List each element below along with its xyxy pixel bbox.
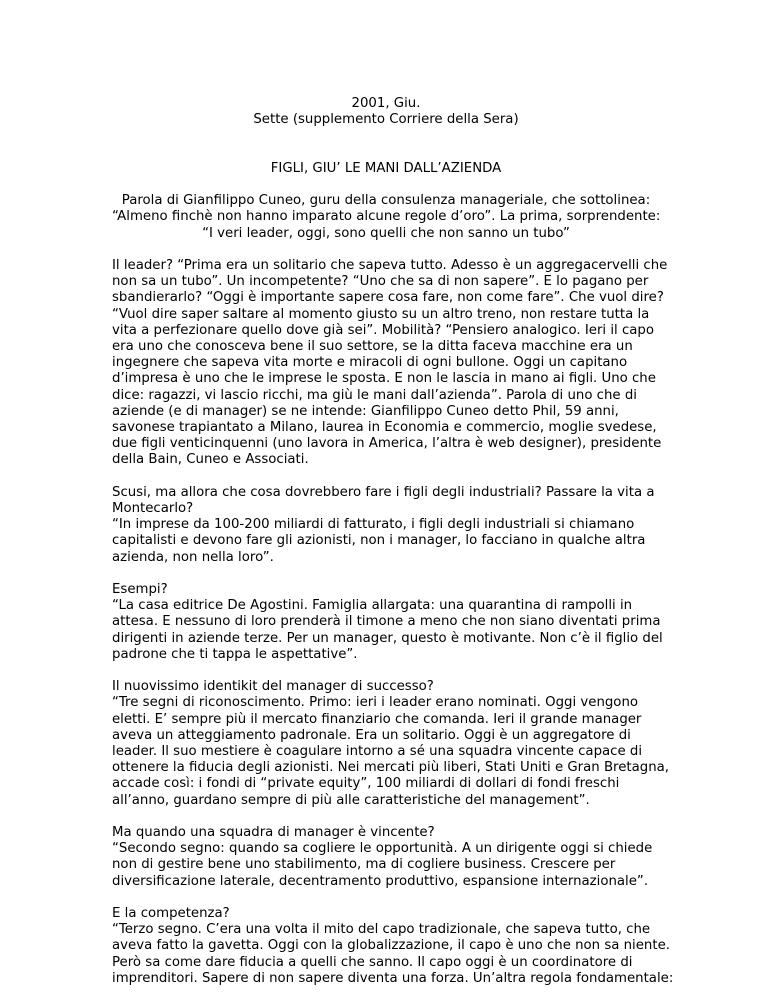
intro-line: “I veri leader, oggi, sono quelli che non sanno un tubo” — [202, 225, 570, 241]
paragraph-line: d’impresa è uno che le imprese le sposta. E non le lascia in mano ai figli. Uno che — [112, 371, 656, 387]
paragraph-line: sbandierarlo? “Oggi è importante sapere cosa fare, non come fare”. Che vuol dire? — [112, 290, 664, 306]
paragraph-line: non sa un tubo”. Un incompetente? “Uno che sa di non sapere”. E lo pagano per — [112, 274, 649, 290]
paragraph-line: della Bain, Cuneo e Associati. — [112, 452, 309, 468]
source-line: Sette (supplemento Corriere della Sera) — [253, 112, 519, 128]
paragraph-line: “In imprese da 100-200 miliardi di fatturato, i figli degli industriali si chiamano — [112, 517, 635, 533]
paragraph-line: non di gestire bene uno stabilimento, ma di cogliere business. Crescere per — [112, 857, 616, 873]
paragraph-line: era uno che conosceva bene il suo settore, se la ditta faceva macchine era un — [112, 338, 633, 354]
paragraph-line: Esempi? — [112, 582, 168, 597]
paragraph-5 — [112, 825, 660, 890]
intro-line: Parola di Gianfilippo Cuneo, guru della consulenza manageriale, che sottolinea: — [121, 193, 651, 209]
paragraph-3 — [112, 582, 663, 663]
intro-line: “Almeno finchè non hanno imparato alcune regole d’oro”. La prima, sorprendente: — [112, 209, 661, 225]
paragraph-line: Ma quando una squadra di manager è vincente? — [112, 825, 435, 841]
paragraph-line: vita a perfezionare quello dove già sei”. Mobilità? “Pensiero analogico. Ieri il capo — [112, 322, 654, 338]
paragraph-line: “Terzo segno. C’era una volta il mito del capo tradizionale, che sapeva tutto, che — [112, 922, 651, 938]
paragraph-line: imprenditori. Sapere di non sapere diventa una forza. Un’altra regola fondamentale: — [112, 970, 674, 986]
paragraph-line: eletti. E’ sempre più il mercato finanziario che comanda. Ieri il grande manager — [112, 711, 642, 727]
paragraph-2 — [112, 485, 660, 566]
paragraph-1 — [112, 257, 668, 469]
paragraph-line: E la competenza? — [112, 906, 230, 922]
document-page — [112, 96, 674, 987]
paragraph-line: “Vuol dire saper saltare al momento giusto su un altro treno, non restare tutta la — [112, 306, 650, 322]
paragraph-line: capitalisti e devono fare gli azionisti, non i manager, lo facciano in qualche altra — [112, 533, 646, 549]
paragraph-line: Però sa come dare fiducia a quelli che sanno. Il capo oggi è un coordinatore di — [112, 954, 633, 970]
paragraph-line: due figli venticinquenni (uno lavora in America, l’altra è web designer), presidente — [112, 436, 662, 452]
paragraph-line: Scusi, ma allora che cosa dovrebbero fare i figli degli industriali? Passare la vita a — [112, 484, 655, 500]
paragraph-line: Montecarlo? — [112, 501, 194, 516]
paragraph-line: ottenere la fiducia degli azionisti. Nei mercati più liberi, Stati Uniti e Gran Bretagna, — [112, 760, 670, 776]
paragraph-line: azienda, non nella loro”. — [112, 549, 274, 565]
paragraph-line: ingegnere che sapeva vita morte e miracoli di ogni bullone. Oggi un capitano — [112, 355, 628, 371]
paragraph-line: “La casa editrice De Agostini. Famiglia allargata: una quarantina di rampolli in — [112, 598, 633, 614]
paragraph-line: aziende (e di manager) se ne intende: Gianfilippo Cuneo detto Phil, 59 anni, — [112, 403, 619, 419]
paragraph-line: savonese trapiantato a Milano, laurea in Economia e commercio, moglie svedese, — [112, 420, 657, 435]
paragraph-line: accade così: i fondi di “private equity”, 100 miliardi di dollari di fondi freschi — [112, 776, 620, 792]
paragraph-line: attesa. E nessuno di loro prenderà il timone a meno che non siano diventati prima — [112, 614, 661, 630]
paragraph-line: all’anno, guardano sempre di più alle caratteristiche del management”. — [112, 792, 590, 808]
paragraph-line: dirigenti in aziende terze. Per un manager, questo è motivante. Non c’è il figlio del — [112, 630, 663, 646]
paragraph-4 — [112, 679, 670, 809]
intro-paragraph — [112, 193, 660, 242]
paragraph-line: Il leader? “Prima era un solitario che sapeva tutto. Adesso è un aggregacervelli che — [112, 257, 668, 273]
paragraph-line: aveva un atteggiamento padronale. Era un solitario. Oggi è un aggregatore di — [112, 727, 631, 743]
paragraph-line: “Tre segni di riconoscimento. Primo: ieri i leader erano nominati. Oggi vengono — [112, 695, 639, 711]
paragraph-line: leader. Il suo mestiere è coagulare intorno a sé una squadra vincente capace di — [112, 744, 643, 760]
document-header — [112, 96, 660, 193]
date-line: 2001, Giu. — [351, 96, 421, 111]
article-title: FIGLI, GIU’ LE MANI DALL’AZIENDA — [270, 160, 502, 176]
paragraph-line: diversificazione laterale, decentramento produttivo, espansione internazionale”. — [112, 873, 649, 889]
paragraph-6 — [112, 906, 674, 987]
paragraph-line: Il nuovissimo identikit del manager di successo? — [112, 679, 434, 695]
paragraph-line: padrone che ti tappa le aspettative”. — [112, 646, 358, 662]
paragraph-line: dice: ragazzi, vi lascio ricchi, ma giù le mani dall’azienda”. Parola di uno che di — [112, 387, 637, 403]
paragraph-line: aveva fatto la gavetta. Oggi con la globalizzazione, il capo è uno che non sa niente. — [112, 938, 670, 954]
paragraph-line: “Secondo segno: quando sa cogliere le opportunità. A un dirigente oggi si chiede — [112, 841, 653, 857]
